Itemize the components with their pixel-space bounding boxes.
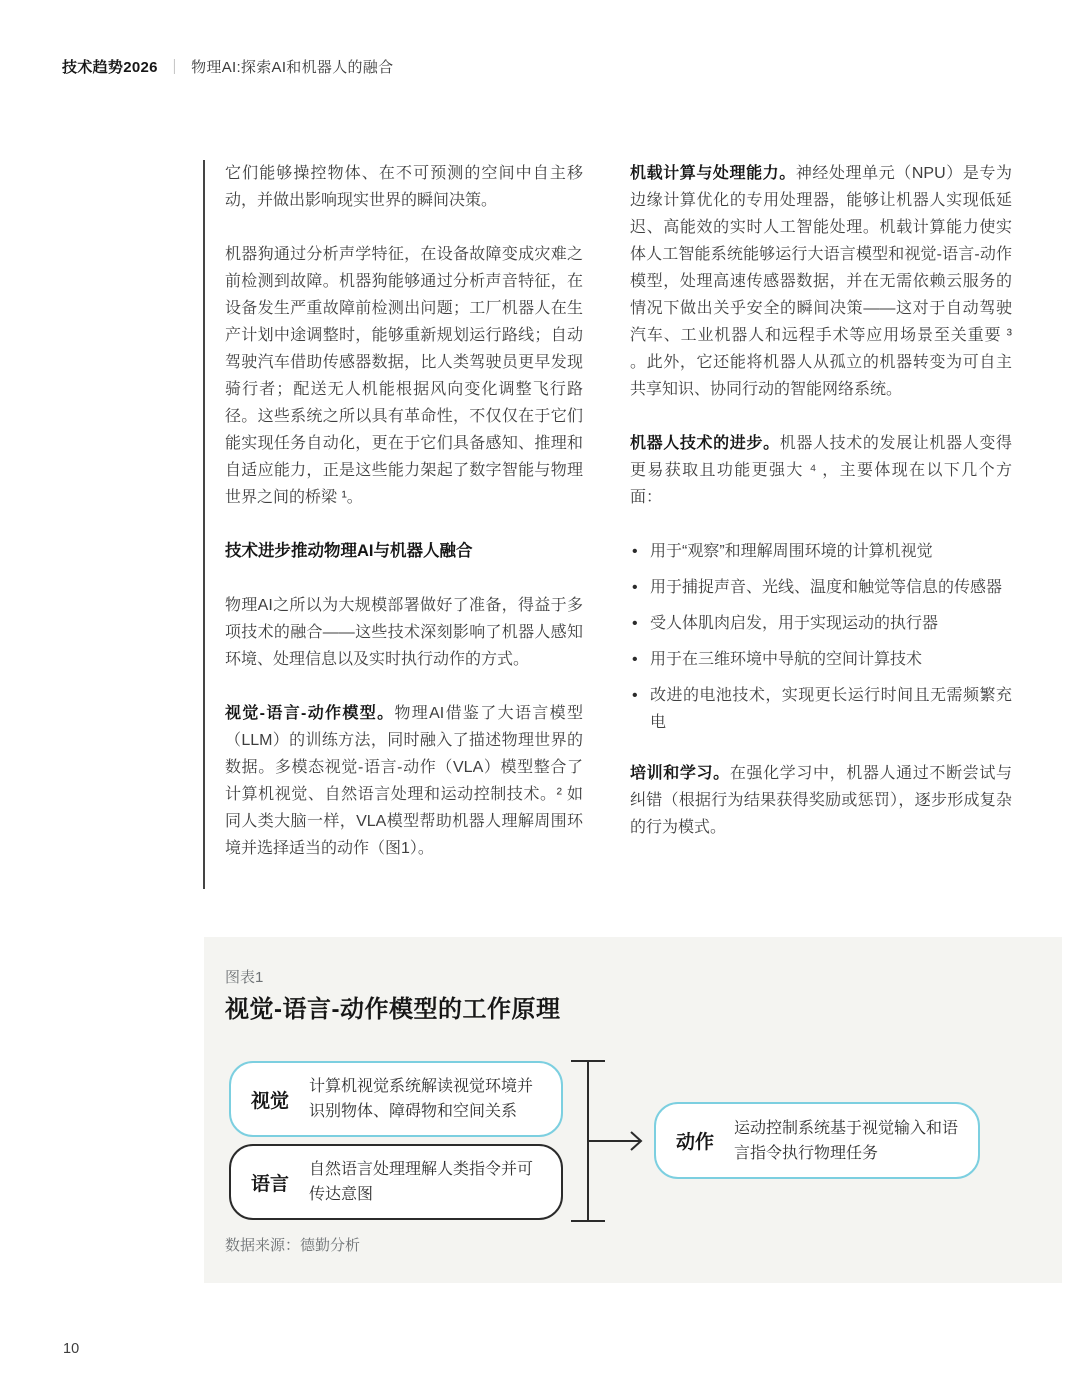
paragraph-text: 物理AI借鉴了大语言模型（LLM）的训练方法，同时融入了描述物理世界的数据。多模态视觉-语言-动作（VLA）模型整合了计算机视觉、自然语言处理和运动控制技术。² 如同人类大脑一样，VLA模型帮助机器人理解周围环境并选择适当的动作（图1）。 bbox=[225, 705, 583, 857]
paragraph-lead: 机器人技术的进步。 bbox=[630, 435, 780, 452]
section-heading: 技术进步推动物理AI与机器人融合 bbox=[225, 542, 473, 560]
page-number: 10 bbox=[63, 1341, 80, 1357]
paragraph bbox=[225, 700, 583, 862]
paragraph-text: 机器人技术的发展让机器人变得更易获取且功能更强大 ⁴ ，主要体现在以下几个方面： bbox=[630, 435, 1012, 506]
paragraph: 它们能够操控物体、在不可预测的空间中自主移动，并做出影响现实世界的瞬间决策。 bbox=[225, 165, 583, 209]
figure-label: 图表1 bbox=[225, 969, 264, 986]
header-separator: ｜ bbox=[166, 59, 183, 76]
paragraph: 物理AI之所以为大规模部署做好了准备，得益于多项技术的融合——这些技术深刻影响了机器人感知环境、处理信息以及实时执行动作的方式。 bbox=[225, 597, 583, 668]
paragraph: 机器狗通过分析声学特征，在设备故障变成灾难之前检测到故障。机器狗能够通过分析声音特征，在设备发生严重故障前检测出问题；工厂机器人在生产计划中途调整时，能够重新规划运行路线；自动驾驶汽车借助传感器数据，比人类驾驶员更早发现骑行者；配送无人机能根据风向变化调整飞行路径。这些系统之所以具有革命性，不仅仅在于它们能实现任务自动化，更在于它们具备感知、推理和自适应能力，正是这些能力架起了数字智能与物理世界之间的桥梁 ¹。 bbox=[225, 246, 583, 506]
node-label: 视觉 bbox=[251, 1090, 290, 1112]
node-description: 计算机视觉系统解读视觉环境并识别物体、障碍物和空间关系 bbox=[309, 1078, 534, 1120]
bullet-item: • 改进的电池技术，实现更长运行时间且无需频繁充电 bbox=[630, 682, 1012, 736]
paragraph bbox=[630, 430, 1012, 511]
report-title: 技术趋势2026 bbox=[62, 59, 158, 76]
diagram-node-action bbox=[654, 1102, 980, 1179]
flow-arrow-icon bbox=[564, 1057, 650, 1225]
diagram-node-language bbox=[229, 1144, 563, 1220]
paragraph bbox=[630, 160, 1012, 403]
paragraph-text: 神经处理单元（NPU）是专为边缘计算优化的专用处理器，能够让机器人实现低延迟、高能效的实时人工智能处理。机载计算能力使实体人工智能系统能够运行大语言模型和视觉-语言-动作模型，处理高速传感器数据，并在无需依赖云服务的情况下做出关乎安全的瞬间决策——这对于自动驾驶汽车、工业机器人和远程手术等应用场景至关重要 ³ 。此外，它还能将机器人从孤立的机器转变为可自主共享知识、协同行动的智能网络系统。 bbox=[630, 165, 1012, 398]
figure-title: 视觉-语言-动作模型的工作原理 bbox=[225, 996, 561, 1023]
figure-panel bbox=[204, 937, 1062, 1283]
paragraph-lead: 机载计算与处理能力。 bbox=[630, 165, 796, 182]
chapter-title: 物理AI:探索AI和机器人的融合 bbox=[191, 59, 394, 76]
paragraph-text: 在强化学习中，机器人通过不断尝试与纠错（根据行为结果获得奖励或惩罚），逐步形成复杂的行为模式。 bbox=[630, 765, 1012, 836]
diagram-node-vision bbox=[229, 1061, 563, 1137]
bullet-item: • 受人体肌肉启发，用于实现运动的执行器 bbox=[630, 610, 1012, 637]
bullet-list bbox=[630, 538, 1012, 736]
left-text-column bbox=[203, 160, 583, 889]
node-description: 运动控制系统基于视觉输入和语言指令执行物理任务 bbox=[734, 1119, 959, 1162]
bullet-item: • 用于捕捉声音、光线、温度和触觉等信息的传感器 bbox=[630, 574, 1012, 601]
node-label: 语言 bbox=[251, 1173, 290, 1195]
right-text-column bbox=[630, 160, 1012, 868]
paragraph-lead: 培训和学习。 bbox=[630, 765, 730, 782]
bullet-item: • 用于“观察”和理解周围环境的计算机视觉 bbox=[630, 538, 1012, 565]
running-header bbox=[62, 56, 393, 77]
bullet-item: • 用于在三维环境中导航的空间计算技术 bbox=[630, 646, 1012, 673]
figure-source: 数据来源：德勤分析 bbox=[225, 1237, 361, 1254]
paragraph-lead: 视觉-语言-动作模型。 bbox=[225, 705, 395, 722]
node-description: 自然语言处理理解人类指令并可传达意图 bbox=[309, 1161, 534, 1203]
paragraph bbox=[630, 760, 1012, 841]
node-label: 动作 bbox=[676, 1132, 715, 1153]
